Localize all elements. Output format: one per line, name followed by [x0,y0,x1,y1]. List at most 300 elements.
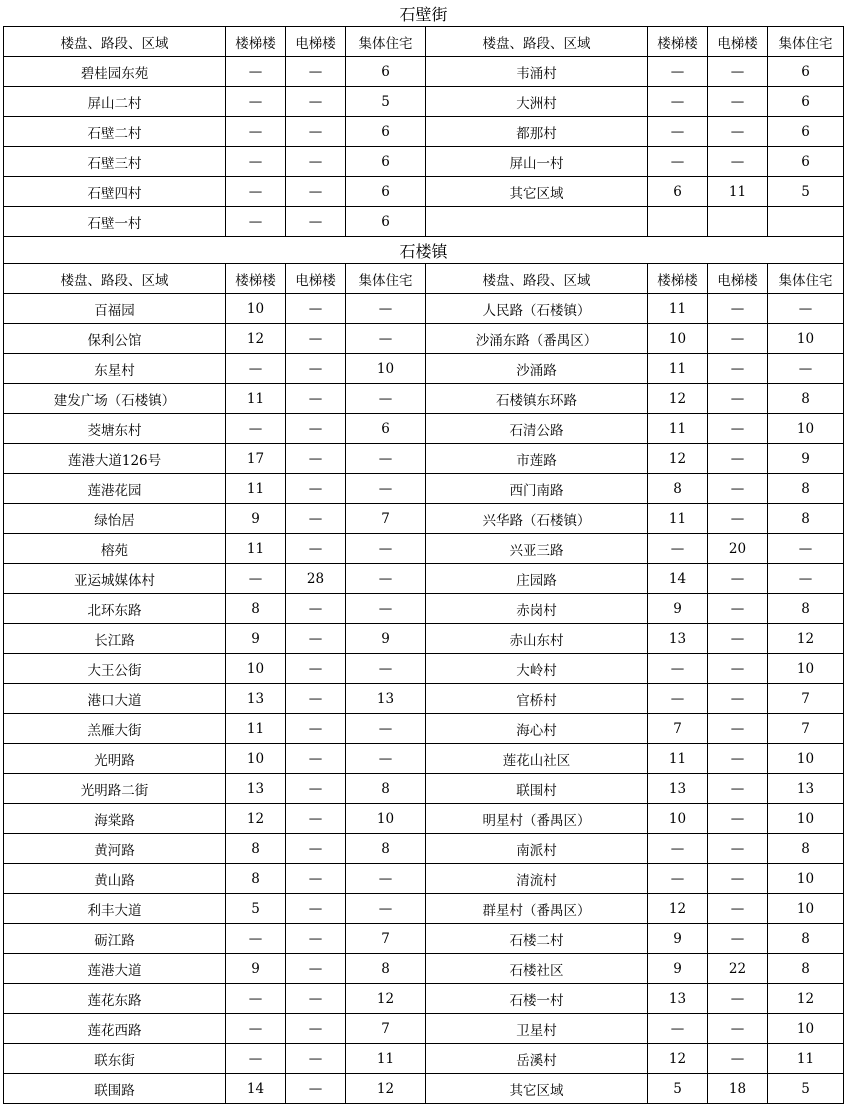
table-row [4,834,844,864]
value-cell: — [708,864,768,894]
value-cell: 8 [346,834,426,864]
value-cell: 14 [226,1074,286,1104]
value-cell: 6 [768,147,844,177]
column-header: 楼梯楼 [648,264,708,294]
value-cell: 10 [768,864,844,894]
value-cell: 6 [648,177,708,207]
value-cell: 10 [226,654,286,684]
column-header: 楼梯楼 [226,27,286,57]
value-cell: — [226,177,286,207]
area-name-cell: 联围村 [426,774,648,804]
housing-table [3,0,844,1104]
value-cell: 13 [768,774,844,804]
area-name-cell: 石壁四村 [4,177,226,207]
area-name-cell: 屏山一村 [426,147,648,177]
value-cell: 14 [648,564,708,594]
value-cell: — [708,117,768,147]
value-cell: 6 [346,57,426,87]
column-header-row [4,27,844,57]
value-cell: 8 [768,474,844,504]
value-cell: — [648,147,708,177]
value-cell: — [226,354,286,384]
area-name-cell: 莲花东路 [4,984,226,1014]
area-name-cell: 榕苑 [4,534,226,564]
area-name-cell: 兴华路（石楼镇） [426,504,648,534]
area-name-cell: 东星村 [4,354,226,384]
value-cell: — [286,894,346,924]
value-cell: 11 [648,354,708,384]
table-row [4,534,844,564]
column-header: 楼盘、路段、区域 [4,27,226,57]
area-name-cell: 明星村（番禺区） [426,804,648,834]
value-cell: 12 [648,444,708,474]
area-name-cell: 赤岗村 [426,594,648,624]
area-name-cell: 岳溪村 [426,1044,648,1074]
value-cell: 5 [648,1074,708,1104]
table-row [4,594,844,624]
value-cell: 7 [346,1014,426,1044]
value-cell: — [768,534,844,564]
table-row [4,1014,844,1044]
area-name-cell: 官桥村 [426,684,648,714]
area-name-cell: 莲花山社区 [426,744,648,774]
value-cell: — [346,444,426,474]
value-cell: 10 [768,654,844,684]
value-cell: — [226,1014,286,1044]
column-header: 集体住宅 [768,27,844,57]
value-cell: — [286,834,346,864]
area-name-cell: 南派村 [426,834,648,864]
area-name-cell: 莲港花园 [4,474,226,504]
value-cell: 10 [768,414,844,444]
table-row [4,207,844,237]
table-row [4,294,844,324]
value-cell: 8 [768,834,844,864]
column-header: 楼梯楼 [648,27,708,57]
value-cell: 8 [346,774,426,804]
value-cell: 10 [768,804,844,834]
value-cell: — [226,564,286,594]
column-header: 电梯楼 [708,27,768,57]
column-header: 电梯楼 [286,27,346,57]
value-cell: 8 [226,594,286,624]
value-cell: 10 [768,1014,844,1044]
value-cell: — [648,684,708,714]
area-name-cell: 百福园 [4,294,226,324]
area-name-cell: 兴亚三路 [426,534,648,564]
value-cell: — [708,504,768,534]
value-cell: 12 [346,984,426,1014]
area-name-cell: 大王公街 [4,654,226,684]
area-name-cell: 西门南路 [426,474,648,504]
value-cell: — [648,1014,708,1044]
value-cell: — [286,924,346,954]
value-cell: 6 [768,117,844,147]
value-cell: — [346,384,426,414]
value-cell: — [648,57,708,87]
value-cell: 7 [346,924,426,954]
value-cell: 11 [226,714,286,744]
value-cell: — [346,714,426,744]
area-name-cell: 保利公馆 [4,324,226,354]
value-cell: 11 [648,414,708,444]
column-header: 楼梯楼 [226,264,286,294]
area-name-cell: 海棠路 [4,804,226,834]
area-name-cell: 石壁三村 [4,147,226,177]
area-name-cell: 卫星村 [426,1014,648,1044]
value-cell: 8 [346,954,426,984]
value-cell: — [286,474,346,504]
area-name-cell: 亚运城媒体村 [4,564,226,594]
column-header: 楼盘、路段、区域 [426,264,648,294]
value-cell: 12 [768,624,844,654]
table-row [4,57,844,87]
value-cell: — [708,444,768,474]
value-cell: 8 [768,504,844,534]
table-row [4,147,844,177]
value-cell: — [346,294,426,324]
value-cell: — [648,117,708,147]
table-row [4,177,844,207]
value-cell: — [286,714,346,744]
value-cell: — [708,834,768,864]
value-cell: — [346,534,426,564]
column-header: 楼盘、路段、区域 [426,27,648,57]
table-row [4,564,844,594]
value-cell: 8 [768,384,844,414]
value-cell: — [226,414,286,444]
table-row [4,744,844,774]
value-cell: 10 [226,744,286,774]
area-name-cell: 长江路 [4,624,226,654]
value-cell: — [648,534,708,564]
value-cell: — [708,654,768,684]
value-cell: — [708,774,768,804]
value-cell: 9 [226,624,286,654]
column-header: 电梯楼 [708,264,768,294]
value-cell: 8 [768,594,844,624]
value-cell: — [226,57,286,87]
value-cell: — [768,354,844,384]
value-cell: 7 [768,684,844,714]
area-name-cell: 都那村 [426,117,648,147]
table-row [4,624,844,654]
area-name-cell: 赤山东村 [426,624,648,654]
value-cell: 13 [226,774,286,804]
table-row [4,414,844,444]
value-cell: — [286,207,346,237]
value-cell: — [708,564,768,594]
value-cell: 6 [346,117,426,147]
area-name-cell: 莲港大道 [4,954,226,984]
area-name-cell: 庄园路 [426,564,648,594]
value-cell: 11 [346,1044,426,1074]
area-name-cell: 沙涌路 [426,354,648,384]
value-cell: 9 [226,954,286,984]
area-name-cell: 建发广场（石楼镇） [4,384,226,414]
value-cell: 5 [768,177,844,207]
area-name-cell: 北环东路 [4,594,226,624]
value-cell: 6 [768,57,844,87]
area-name-cell: 莲港大道126号 [4,444,226,474]
value-cell: — [648,654,708,684]
value-cell: — [226,147,286,177]
value-cell: — [708,594,768,624]
value-cell: — [286,324,346,354]
table-row [4,984,844,1014]
value-cell: — [708,744,768,774]
value-cell: 7 [346,504,426,534]
area-name-cell: 光明路 [4,744,226,774]
value-cell: — [708,924,768,954]
area-name-cell: 石清公路 [426,414,648,444]
value-cell: 11 [768,1044,844,1074]
section-title: 石壁街 [399,4,448,24]
value-cell: 13 [346,684,426,714]
area-name-cell: 光明路二街 [4,774,226,804]
value-cell: 12 [648,384,708,414]
value-cell: — [286,177,346,207]
column-header: 集体住宅 [346,264,426,294]
value-cell: 12 [648,1044,708,1074]
value-cell: — [708,354,768,384]
table-row [4,87,844,117]
section-title: 石楼镇 [4,237,844,264]
column-header: 楼盘、路段、区域 [4,264,226,294]
value-cell: 8 [226,864,286,894]
table-row [4,444,844,474]
value-cell: 13 [648,984,708,1014]
value-cell: — [708,1014,768,1044]
column-header: 集体住宅 [768,264,844,294]
area-name-cell: 其它区域 [426,1074,648,1104]
value-cell: — [346,474,426,504]
value-cell: — [226,207,286,237]
value-cell: — [346,864,426,894]
value-cell: 12 [768,984,844,1014]
value-cell: 10 [226,294,286,324]
value-cell: — [286,1014,346,1044]
value-cell: — [286,774,346,804]
table-row [4,774,844,804]
value-cell: — [286,504,346,534]
table-row [4,354,844,384]
value-cell: 7 [768,714,844,744]
value-cell: 11 [226,474,286,504]
value-cell: 10 [768,744,844,774]
value-cell: 12 [226,804,286,834]
value-cell: 8 [226,834,286,864]
area-name-cell: 其它区域 [426,177,648,207]
table-row [4,924,844,954]
value-cell: — [346,594,426,624]
value-cell: — [286,444,346,474]
value-cell: 9 [346,624,426,654]
column-header-row [4,264,844,294]
value-cell: — [286,984,346,1014]
value-cell: — [648,834,708,864]
value-cell: — [226,117,286,147]
area-name-cell: 石楼二村 [426,924,648,954]
value-cell: — [648,864,708,894]
value-cell: — [286,954,346,984]
value-cell: 8 [768,954,844,984]
value-cell: — [286,864,346,894]
table-row [4,804,844,834]
area-name-cell: 屏山二村 [4,87,226,117]
area-name-cell: 沙涌东路（番禺区） [426,324,648,354]
value-cell: — [286,684,346,714]
value-cell: — [346,324,426,354]
value-cell: — [226,87,286,117]
value-cell: 7 [648,714,708,744]
value-cell: — [346,894,426,924]
value-cell: — [286,87,346,117]
table-row [4,714,844,744]
value-cell: 10 [648,804,708,834]
value-cell: 28 [286,564,346,594]
area-name-cell: 人民路（石楼镇） [426,294,648,324]
section-title-row [4,0,844,27]
value-cell [708,207,768,237]
value-cell: — [708,1044,768,1074]
value-cell: 6 [346,414,426,444]
table-row [4,1074,844,1104]
value-cell: 20 [708,534,768,564]
value-cell: — [708,324,768,354]
value-cell: — [768,564,844,594]
value-cell: — [286,804,346,834]
value-cell: — [648,87,708,117]
area-name-cell: 黄山路 [4,864,226,894]
value-cell: — [708,804,768,834]
table-row [4,894,844,924]
table-row [4,117,844,147]
value-cell [768,207,844,237]
area-name-cell: 联东街 [4,1044,226,1074]
area-name-cell [426,207,648,237]
value-cell: 10 [346,354,426,384]
table-row [4,1044,844,1074]
value-cell: — [708,684,768,714]
table-row [4,954,844,984]
value-cell: — [286,117,346,147]
area-name-cell: 茭塘东村 [4,414,226,444]
value-cell: 9 [768,444,844,474]
value-cell: 12 [648,894,708,924]
value-cell: — [286,744,346,774]
value-cell: 9 [226,504,286,534]
value-cell: 22 [708,954,768,984]
area-name-cell: 大岭村 [426,654,648,684]
area-name-cell: 大洲村 [426,87,648,117]
value-cell: 5 [346,87,426,117]
value-cell: — [286,624,346,654]
value-cell: — [226,924,286,954]
value-cell: — [286,1074,346,1104]
area-name-cell: 黄河路 [4,834,226,864]
value-cell: 18 [708,1074,768,1104]
value-cell: 12 [346,1074,426,1104]
area-name-cell: 石楼镇东环路 [426,384,648,414]
value-cell: 17 [226,444,286,474]
area-name-cell: 群星村（番禺区） [426,894,648,924]
area-name-cell: 石楼社区 [426,954,648,984]
value-cell: — [708,474,768,504]
value-cell: 11 [708,177,768,207]
value-cell: 10 [648,324,708,354]
value-cell: 8 [648,474,708,504]
area-name-cell: 清流村 [426,864,648,894]
area-name-cell: 海心村 [426,714,648,744]
value-cell: — [708,87,768,117]
area-name-cell: 利丰大道 [4,894,226,924]
area-name-cell: 绿怡居 [4,504,226,534]
value-cell: — [708,984,768,1014]
area-name-cell: 市莲路 [426,444,648,474]
area-name-cell: 砺江路 [4,924,226,954]
area-name-cell: 港口大道 [4,684,226,714]
value-cell: — [226,984,286,1014]
value-cell: — [286,354,346,384]
table-row [4,324,844,354]
value-cell: 5 [226,894,286,924]
value-cell: — [708,894,768,924]
value-cell: — [346,744,426,774]
area-name-cell: 联围路 [4,1074,226,1104]
value-cell: — [286,534,346,564]
section-title-row [4,237,844,264]
value-cell: — [708,384,768,414]
value-cell: — [286,594,346,624]
value-cell: — [286,57,346,87]
table-row [4,384,844,414]
value-cell: 9 [648,594,708,624]
value-cell: 11 [648,294,708,324]
table-row [4,504,844,534]
value-cell: — [708,57,768,87]
area-name-cell: 莲花西路 [4,1014,226,1044]
value-cell: 6 [346,147,426,177]
value-cell: 9 [648,924,708,954]
value-cell: — [226,1044,286,1074]
value-cell: 11 [648,504,708,534]
value-cell: 5 [768,1074,844,1104]
table-row [4,654,844,684]
value-cell: 6 [768,87,844,117]
table-row [4,474,844,504]
area-name-cell: 石壁一村 [4,207,226,237]
value-cell: 12 [226,324,286,354]
value-cell: 9 [648,954,708,984]
value-cell: 13 [648,774,708,804]
value-cell: — [768,294,844,324]
value-cell: — [708,714,768,744]
area-name-cell: 石楼一村 [426,984,648,1014]
value-cell: — [286,654,346,684]
value-cell: — [708,624,768,654]
value-cell: 10 [346,804,426,834]
area-name-cell: 石壁二村 [4,117,226,147]
value-cell: 6 [346,207,426,237]
value-cell: — [286,294,346,324]
value-cell: 10 [768,324,844,354]
value-cell: 13 [648,624,708,654]
value-cell: 10 [768,894,844,924]
value-cell: — [286,1044,346,1074]
value-cell: 11 [226,384,286,414]
column-header: 集体住宅 [346,27,426,57]
